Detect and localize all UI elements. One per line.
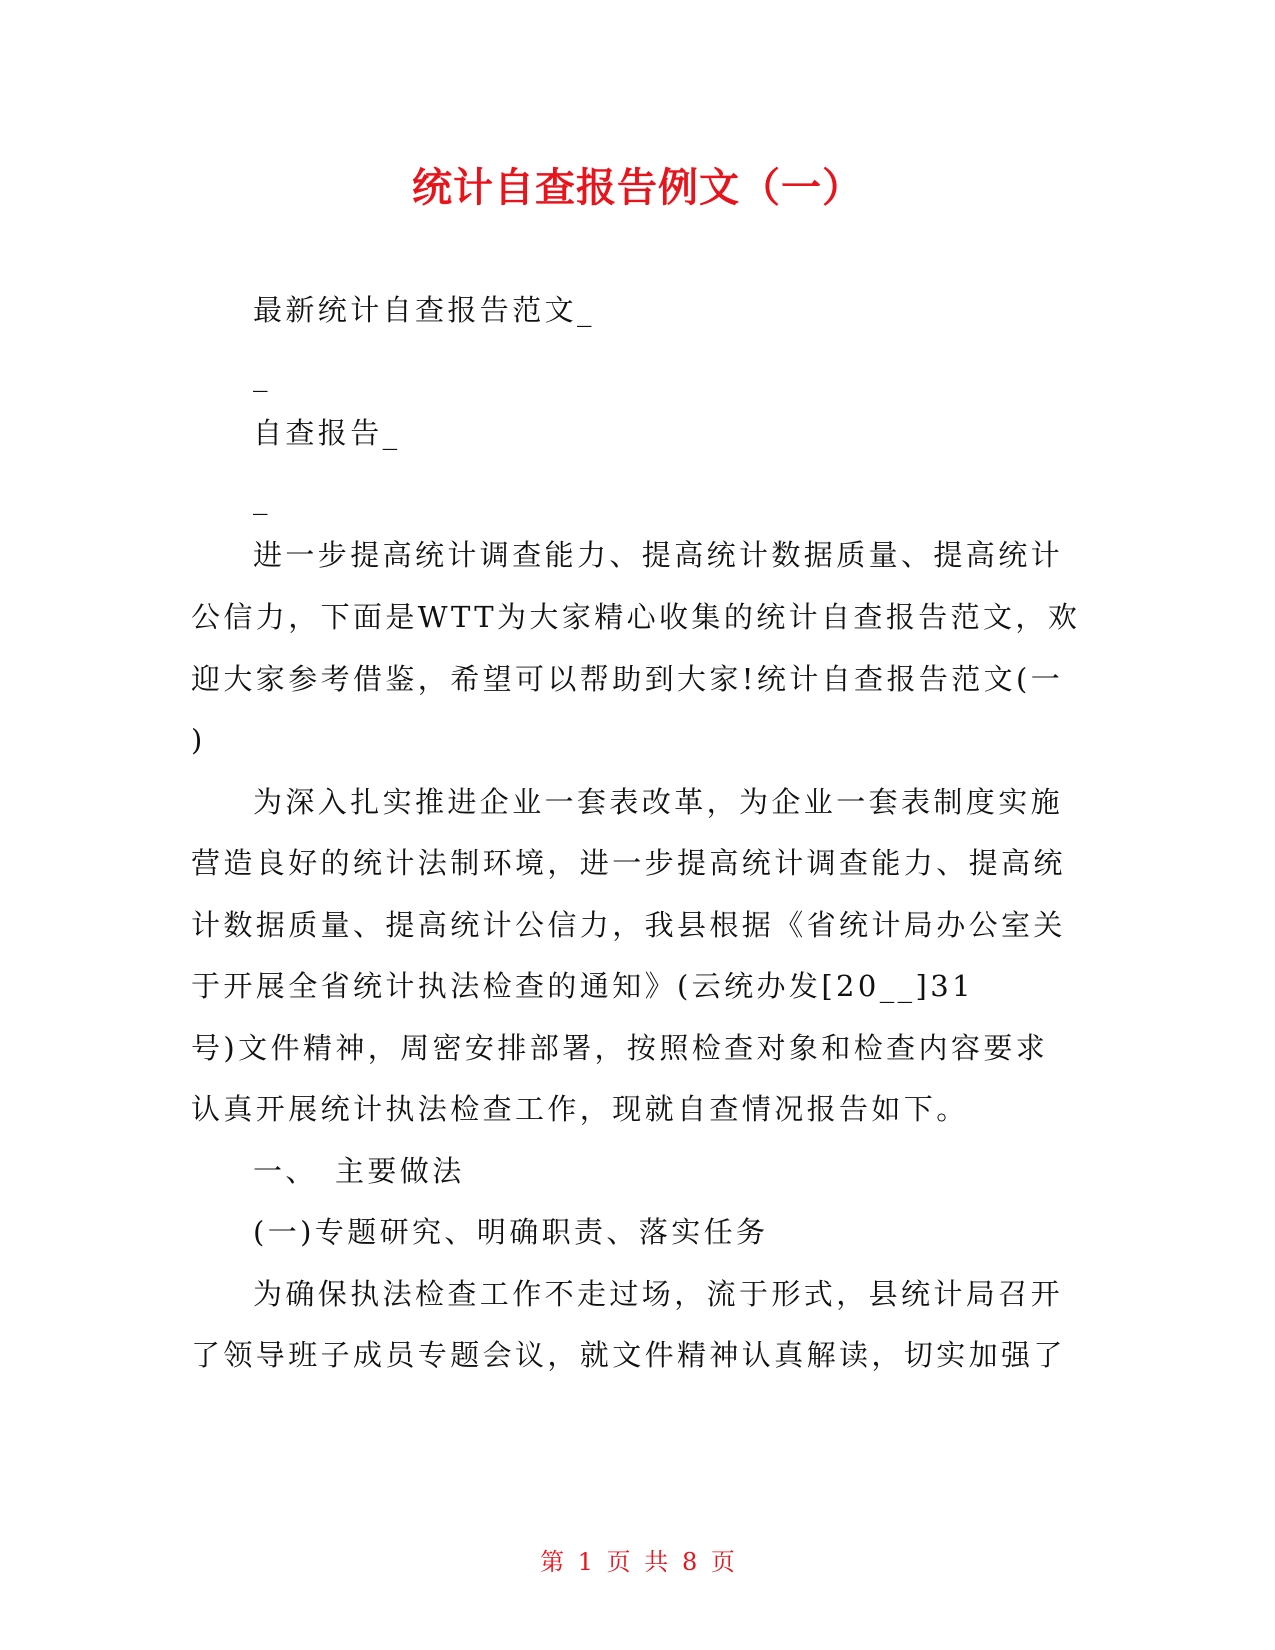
paragraph-line: 公信力，下面是WTT为大家精心收集的统计自查报告范文，欢 <box>191 600 1081 634</box>
paragraph-line: 了领导班子成员专题会议，就文件精神认真解读，切实加强了 <box>191 1338 1066 1372</box>
page-footer: 第 1 页 共 8 页 <box>540 1548 735 1576</box>
paragraph-line: 号)文件精神，周密安排部署，按照检查对象和检查内容要求 <box>191 1031 1049 1065</box>
paragraph-line: 计数据质量、提高统计公信力，我县根据《省统计局办公室关 <box>191 908 1066 942</box>
paragraph-line: ) <box>191 723 206 757</box>
section-title: 主要做法 <box>335 1154 465 1188</box>
paragraph-line: 为确保执法检查工作不走过场，流于形式，县统计局召开 <box>253 1277 1064 1311</box>
placeholder-line: _ <box>253 358 271 392</box>
section-number: 一、 <box>253 1154 318 1188</box>
section-heading <box>253 1151 465 1191</box>
paragraph-line: 进一步提高统计调查能力、提高统计数据质量、提高统计 <box>253 538 1064 572</box>
placeholder-line: _ <box>253 481 271 515</box>
paragraph-line: 迎大家参考借鉴，希望可以帮助到大家!统计自查报告范文(一 <box>191 662 1064 696</box>
heading-line: 自查报告_ <box>253 416 401 450</box>
paragraph-line: 于开展全省统计执法检查的通知》(云统办发[20__]31 <box>191 969 974 1003</box>
document-title: 统计自查报告例文（一） <box>412 165 863 211</box>
paragraph-line: 为深入扎实推进企业一套表改革，为企业一套表制度实施 <box>253 785 1064 819</box>
paragraph-line: 认真开展统计执法检查工作，现就自查情况报告如下。 <box>191 1092 969 1126</box>
subtitle-line: 最新统计自查报告范文_ <box>253 293 595 327</box>
paragraph-line: 营造良好的统计法制环境，进一步提高统计调查能力、提高统 <box>191 846 1066 880</box>
subsection-heading: (一)专题研究、明确职责、落实任务 <box>253 1215 769 1249</box>
